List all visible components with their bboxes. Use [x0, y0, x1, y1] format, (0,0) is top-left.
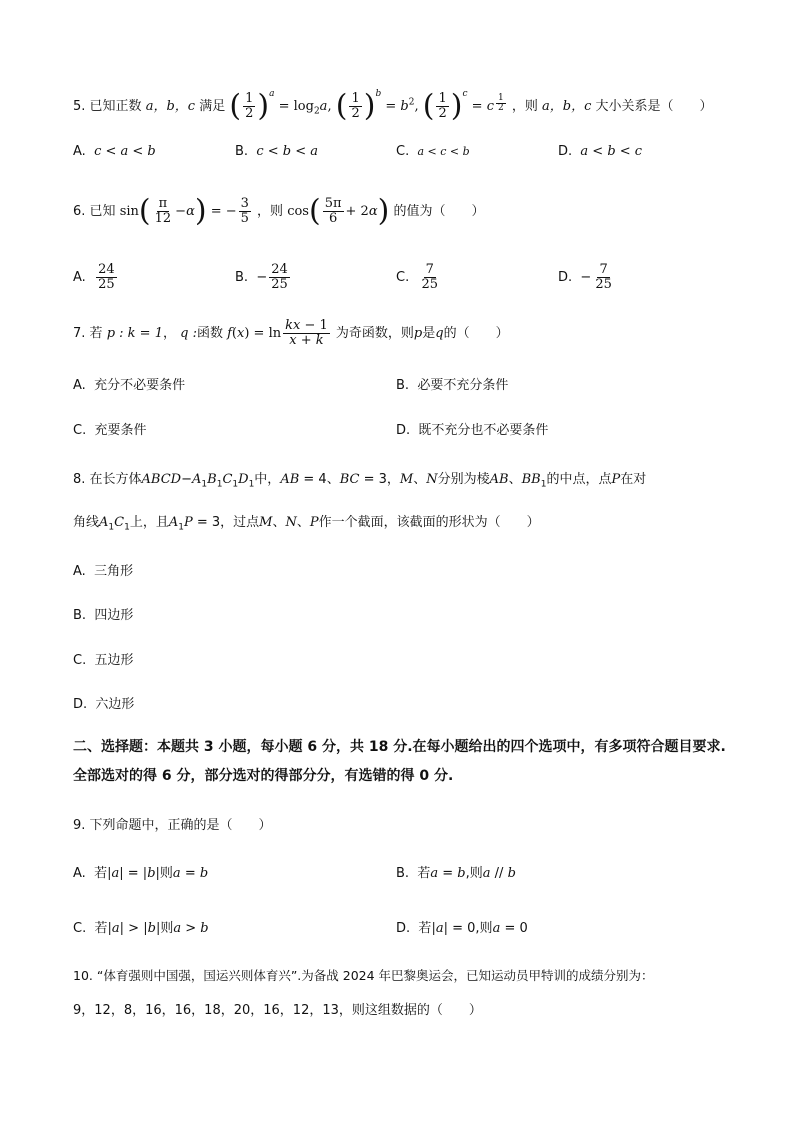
q8-text: 、: [508, 472, 522, 487]
q9-option-a: A. 若|a| = |b|则a = b: [73, 866, 209, 881]
q8-text: 、: [272, 515, 286, 530]
option-numerator: 24: [271, 262, 288, 278]
option-label: B.: [396, 378, 410, 393]
option-text: 则: [479, 921, 493, 936]
q6-option-d: [558, 258, 616, 298]
option-text: 必要不充分条件: [417, 378, 509, 393]
option-label: C.: [73, 423, 87, 438]
option-label: C.: [396, 270, 410, 285]
option-text: 六边形: [95, 697, 135, 712]
option-denominator: 25: [271, 277, 288, 292]
option-label: B.: [235, 144, 249, 159]
option-label: A.: [73, 866, 86, 881]
q7-p-expr: p : k = 1: [106, 326, 163, 341]
q5-equation: ( $\frac{1}{2}$ )$^a = \log_2a$, ( $\frac{1}{2}$ )$^b = b^2$, ( $\frac{1}{2}$ )$^c$ = c $\frac{1}{2}$: [229, 88, 504, 124]
option-text: 则: [159, 866, 173, 881]
option-sign: −: [580, 270, 592, 285]
q7-tail3: 的（ ）: [443, 326, 509, 341]
option-label: A.: [73, 144, 86, 159]
option-text: 既不充分也不必要条件: [418, 423, 549, 438]
q8-text: 的中点，点: [546, 472, 612, 487]
q8-text: 分别为棱: [437, 472, 490, 487]
q7-tail2: 是: [422, 326, 436, 341]
option-text: 五边形: [94, 653, 134, 668]
q7-function: f(x) = ln $\frac{kx - 1}{x + k}$: [227, 318, 328, 348]
option-expr: c < a < b: [94, 144, 156, 159]
option-label: B.: [396, 866, 410, 881]
q8-option-d: [73, 693, 134, 712]
q8-option-a: [73, 560, 133, 579]
option-text: 则: [469, 866, 483, 881]
q8-text: ，过点: [220, 515, 260, 530]
q6-option-c: [396, 258, 442, 298]
q9-option-c: C. 若|a| > |b|则a > b: [73, 921, 209, 936]
option-numerator: 7: [425, 262, 434, 278]
q8-option-b: [73, 604, 133, 623]
option-denominator: 25: [595, 277, 612, 292]
q6-tail: 的值为（ ）: [393, 204, 485, 219]
q8-text: 中，: [254, 472, 281, 487]
q7-q-text: 函数: [196, 326, 223, 341]
q5-option-c: [396, 144, 470, 159]
option-label: C.: [73, 653, 87, 668]
q8-option-c: [73, 649, 134, 668]
option-numerator: 24: [98, 262, 115, 278]
option-expr: c < b < a: [256, 144, 318, 159]
q6-prefix: 6. 已知: [73, 204, 116, 219]
option-label: D.: [396, 423, 411, 438]
option-label: D.: [558, 270, 573, 285]
question-5-stem: [73, 74, 713, 124]
option-text: 充分不必要条件: [94, 378, 186, 393]
q7-option-b: [396, 374, 508, 393]
option-text: 充要条件: [94, 423, 147, 438]
option-label: A.: [73, 270, 86, 285]
option-expr: a < c < b: [417, 145, 470, 158]
q8-text: 作一个截面，该截面的形状为（ ）: [318, 515, 540, 530]
q5-vars: a，b，c: [145, 99, 196, 114]
option-text: 若: [417, 866, 431, 881]
option-denominator: 25: [98, 277, 115, 292]
q7-option-c: [73, 419, 147, 438]
q7-q-label: q :: [180, 326, 197, 341]
option-text: 若: [94, 866, 108, 881]
question-9-stem: 9. 下列命题中，正确的是（ ）: [73, 818, 272, 833]
section-heading: 二、选择题：本题共 3 小题，每小题 6 分，共 18 分.在每小题给出的四个选项中，有多项符合题目要求.全部选对的得 6 分，部分选对的得部分分，有选错的得 0 分.: [73, 739, 726, 784]
q5-mid: 满足: [199, 99, 226, 114]
q5-tail: 大小关系是（ ）: [595, 99, 713, 114]
q6-option-b: [235, 258, 292, 298]
question-6-stem: [73, 192, 484, 232]
option-label: C.: [396, 144, 410, 159]
q5-option-d: [558, 144, 642, 159]
option-label: C.: [73, 921, 87, 936]
q5-sep: ，则: [511, 99, 538, 114]
option-text: 若: [94, 921, 108, 936]
q8-text: 在对: [620, 472, 647, 487]
option-text: 四边形: [94, 608, 134, 623]
q7-option-d: [396, 419, 548, 438]
q5-prefix: 5. 已知正数: [73, 99, 142, 114]
option-denominator: 25: [421, 277, 439, 292]
q7-tail: 为奇函数，则: [335, 326, 414, 341]
q8-text: 、: [413, 472, 427, 487]
question-10-line-2: 9，12，8，16，16，18，20，16，12，13，则这组数据的（ ）: [73, 1003, 482, 1018]
option-text: 三角形: [94, 564, 134, 579]
q8-prefix: 8. 在长方体: [73, 472, 142, 487]
q8-text: ，: [386, 472, 400, 487]
option-label: D.: [396, 921, 411, 936]
question-8-line-1: 8. 在长方体$ABCD-A_1B_1C_1D_1$中，AB = 4、BC = 3，M、N分别为棱AB、$BB_1$的中点，点P在对: [73, 472, 647, 490]
option-expr: a < b < c: [580, 144, 643, 159]
q5-log: log: [293, 99, 314, 114]
option-label: B.: [73, 608, 87, 623]
q5-option-a: [73, 144, 156, 159]
q9-option-b: B. 若a = b,则a // b: [396, 866, 516, 881]
option-label: B.: [235, 270, 249, 285]
q6-mid: ，则: [257, 204, 284, 219]
option-sign: −: [256, 270, 268, 285]
q6-sin-expr: sin( $\frac{\pi}{12}$ −α) = − $\frac{3}{5}$: [119, 193, 249, 229]
question-10-line-1: 10. “体育强则中国强，国运兴则体育兴”.为备战 2024 年巴黎奥运会，已知运动员甲特训的成绩分别为：: [73, 968, 654, 983]
q8-text: 上，且: [129, 515, 169, 530]
option-label: D.: [558, 144, 573, 159]
q8-text: 、: [326, 472, 340, 487]
q7-prefix: 7. 若: [73, 326, 103, 341]
q5-vars-2: a，b，c: [542, 99, 592, 114]
option-label: A.: [73, 378, 86, 393]
option-text: 则: [160, 921, 174, 936]
option-label: A.: [73, 564, 86, 579]
q8-text: 角线: [73, 515, 100, 530]
q6-option-a: [73, 258, 119, 298]
q8-text: 、: [296, 515, 310, 530]
q5-option-b: [235, 144, 318, 159]
option-numerator: 7: [599, 262, 608, 278]
q7-option-a: [73, 374, 185, 393]
option-label: D.: [73, 697, 88, 712]
q6-cos-expr: cos( $\frac{5\pi}{6}$ + 2α): [287, 193, 390, 229]
q9-option-d: D. 若|a| = 0,则a = 0: [396, 921, 528, 936]
question-7-stem: 7. 若 p : k = 1， q :函数 f(x) = ln $\frac{kx - 1}{x + k}$ 为奇函数，则p是q的（ ）: [73, 318, 509, 348]
question-8-line-2: 角线$A_1C_1$上，且$A_1P = 3$，过点M、N、P作一个截面，该截面的形状为（ ）: [73, 515, 540, 533]
option-text: 若: [418, 921, 432, 936]
